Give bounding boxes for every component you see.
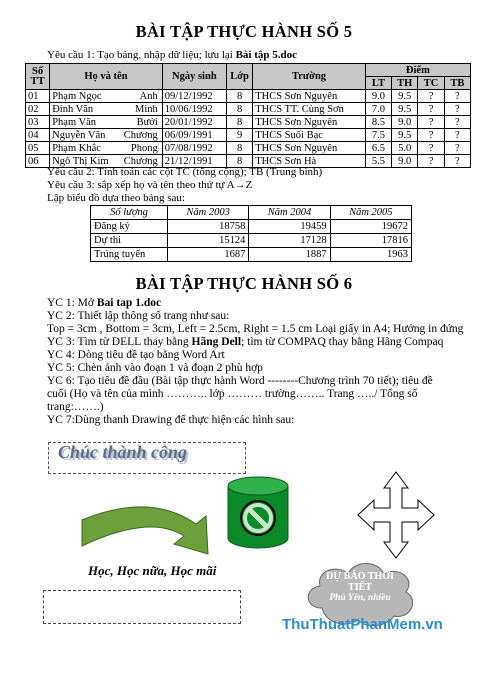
yc6-5: YC 5: Chèn ảnh vào đoạn 1 và đoạn 2 phù hợp <box>47 362 263 374</box>
table-row: 02 Đinh Văn Minh 10/06/1992 8 THCS TT. Củng Sơn 7.0 9.5 ? ? <box>26 103 471 116</box>
table-row: Đăng ký 18758 19459 19672 <box>91 220 412 234</box>
yc6-6-cont: cuối (Họ và tên của mình ……….. lớp ……… trường…….. Trang …../ Tổng số <box>47 388 418 400</box>
requirement-1-text: Yêu cầu 1: Tạo bảng, nhập dữ liệu; lưu lại <box>47 49 236 61</box>
table-row: Số lượng Năm 2003 Năm 2004 Năm 2005 <box>91 206 412 220</box>
curved-arrow-icon <box>80 498 220 556</box>
cloud-line-2: TIẾT <box>348 582 372 593</box>
col-tc: TC <box>418 77 444 90</box>
yc6-7: YC 7:Dùng thanh Drawing để thực hiện các hình sau: <box>47 414 295 426</box>
yc6-6-cont2: trang:…….) <box>47 401 104 413</box>
yc6-3: YC 3: Tìm từ DELL thay bằng Hãng Dell; tìm từ COMPAQ thay bằng Hãng Compaq <box>47 336 444 348</box>
yc6-4: YC 4: Dòng tiêu đề tạo bằng Word Art <box>47 349 225 361</box>
yc6-6: YC 6: Tạo tiêu đề đầu (Bài tập thực hành Word --------Chương trình 70 tiết); tiêu đề <box>47 375 433 387</box>
stats-table <box>90 205 412 262</box>
four-way-arrow-icon <box>356 470 436 560</box>
col-tb: TB <box>444 77 470 90</box>
cloud-text <box>300 571 420 604</box>
table-row: 06 Ngô Thị Kim Chương 21/12/1991 8 THCS Sơn Hà 5.5 9.0 ? ? <box>26 155 471 168</box>
col-lt: LT <box>365 77 391 90</box>
cloud-line-1: DỰ BÁO THỜI <box>326 571 394 582</box>
wordart-text: Chúc thành công <box>58 442 188 462</box>
col-stt: Số TT <box>26 64 50 90</box>
title-exercise-5: BÀI TẬP THỰC HÀNH SỐ 5 <box>135 22 353 41</box>
col-class: Lớp <box>226 64 252 90</box>
col-dob: Ngày sinh <box>162 64 226 90</box>
yc6-page-settings: Top = 3cm , Bottom = 3cm, Left = 2.5cm, Right = 1.5 cm Loại giấy in A4; Hướng in đứng <box>47 323 464 335</box>
dashed-textbox <box>43 590 241 624</box>
requirement-3: Yêu cầu 3: sắp xếp họ và tên theo thứ tự A→Z <box>47 179 253 191</box>
requirement-1 <box>47 49 297 62</box>
requirement-1-file: Bài tập 5.doc <box>235 49 298 61</box>
col-school: Trường <box>253 64 366 90</box>
table-row: 05 Phạm Khắc Phong 07/08/1992 8 THCS Sơn Nguyên 6.5 5.0 ? ? <box>26 142 471 155</box>
title-exercise-6: BÀI TẬP THỰC HÀNH SỐ 6 <box>135 274 353 293</box>
col-scores: Điểm <box>365 64 470 77</box>
slogan: Học, Học nữa, Học mãi <box>88 563 217 578</box>
watermark-logo: ThuThuatPhanMem.vn <box>282 616 443 633</box>
col-name: Họ và tên <box>50 64 163 90</box>
table-row: Trúng tuyển 1687 1887 1963 <box>91 248 412 262</box>
col-th: TH <box>392 77 418 90</box>
student-table <box>25 63 471 168</box>
table-row: Dự thi 15124 17128 17816 <box>91 234 412 248</box>
cylinder-no-symbol-icon <box>225 476 291 552</box>
table-row: 03 Phạm Văn Bưởi 20/01/1992 8 THCS Sơn Nguyên 8.5 9.0 ? ? <box>26 116 471 129</box>
cloud-line-3: Phú Yên, nhiều <box>329 593 391 603</box>
requirement-2: Yêu cầu 2: Tính toán các cột TC (tổng cộng); TB (Trung bình) <box>47 166 323 178</box>
table-row: 04 Nguyễn Văn Chương 06/09/1991 9 THCS Suối Bạc 7.5 9.5 ? ? <box>26 129 471 142</box>
chart-intro: Lập biểu đồ dựa theo bảng sau: <box>47 192 185 204</box>
yc6-2: YC 2: Thiết lập thông số trang như sau: <box>47 310 230 322</box>
table-row: 01 Phạm Ngọc Anh 09/12/1992 8 THCS Sơn Nguyên 9.0 9.5 ? ? <box>26 90 471 103</box>
yc6-1: YC 1: Mở Bai tap 1.doc <box>47 297 162 309</box>
